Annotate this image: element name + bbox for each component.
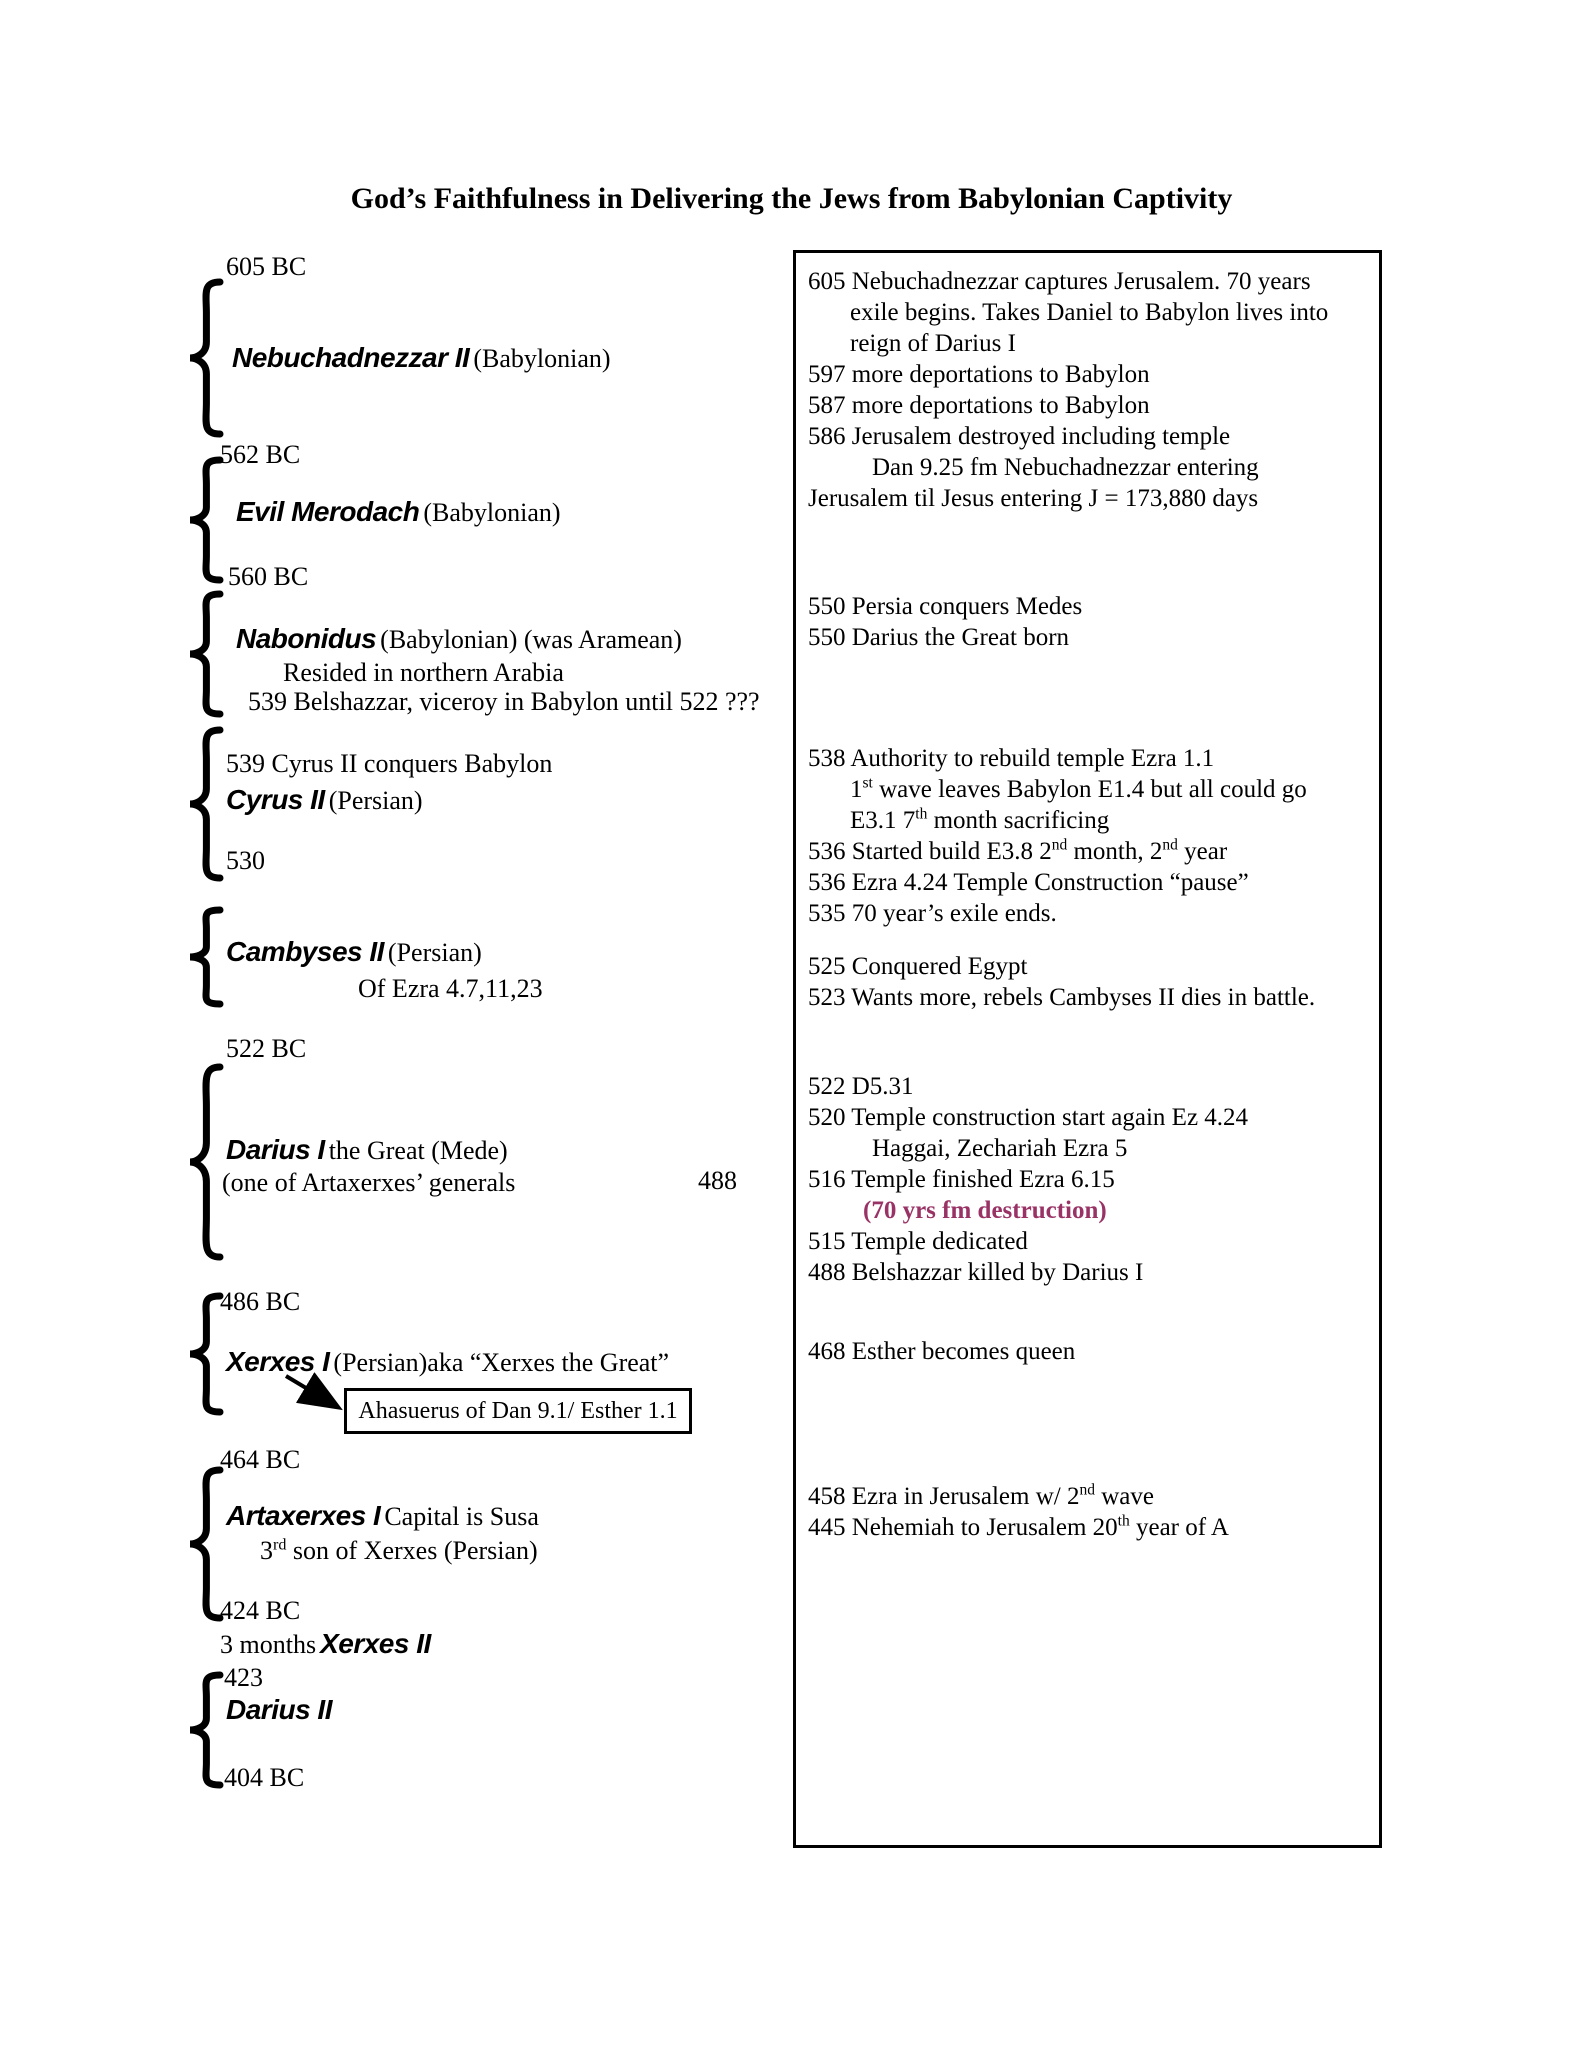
event-line: exile begins. Takes Daniel to Babylon lives into [850,299,1329,326]
event-line: 515 Temple dedicated [808,1228,1028,1255]
ruler-qualifier: (Babylonian) (was Aramean) [380,625,682,654]
ruler-entry-nabonidus [236,623,682,655]
side-note-488: 488 [698,1166,737,1195]
date-label-522bc: 522 BC [226,1034,307,1063]
event-block-538 [808,743,1307,929]
brace-xerxes-1 [186,1292,228,1416]
ruler-name: Darius II [226,1694,332,1725]
ruler-note: Of Ezra 4.7,11,23 [358,974,543,1003]
event-block-550 [808,591,1082,653]
event-line: 1st wave leaves Babylon E1.4 but all could go [850,774,1307,803]
event-line: Haggai, Zechariah Ezra 5 [872,1135,1128,1162]
event-line: 550 Persia conquers Medes [808,593,1083,620]
brace-nebuchadnezzar [186,278,228,438]
event-line: 488 Belshazzar killed by Darius I [808,1259,1144,1286]
event-line: (70 yrs fm destruction) [863,1197,1107,1224]
event-line: 536 Ezra 4.24 Temple Construction “pause” [808,869,1249,896]
ruler-qualifier: (Persian) [328,786,423,815]
ruler-name: Xerxes II [320,1628,431,1659]
ruler-note: (one of Artaxerxes’ generals [222,1168,516,1197]
event-line: E3.1 7th month sacrificing [850,805,1110,834]
event-line: 522 D5.31 [808,1073,914,1100]
event-line: 538 Authority to rebuild temple Ezra 1.1 [808,745,1215,772]
ruler-entry-darius-1 [226,1134,508,1166]
brace-evil-merodach [186,456,228,584]
brace-nabonidus [186,590,228,718]
event-line: 458 Ezra in Jerusalem w/ 2nd wave [808,1481,1154,1510]
event-line: Jerusalem til Jesus entering J = 173,880 days [808,485,1259,512]
ruler-note: 539 Cyrus II conquers Babylon [226,749,553,778]
page-title: God’s Faithfulness in Delivering the Jews from Babylonian Captivity [350,182,1233,215]
date-label-424bc: 424 BC [220,1596,301,1625]
date-label-464bc: 464 BC [220,1445,301,1474]
ruler-entry-cyrus [226,784,423,816]
date-label-605bc: 605 BC [226,252,307,281]
event-block-468 [808,1336,1075,1367]
ruler-note: 3rd son of Xerxes (Persian) [260,1536,538,1565]
event-line: reign of Darius I [850,330,1016,357]
event-block-525 [808,951,1315,1013]
brace-cambyses [186,906,228,1008]
ruler-qualifier: (Persian)aka “Xerxes the Great” [333,1348,670,1377]
ruler-qualifier: Capital is Susa [384,1502,539,1531]
date-label-560bc: 560 BC [228,562,309,591]
date-label-562bc: 562 BC [220,440,301,469]
ruler-note: 539 Belshazzar, viceroy in Babylon until 522 ??? [248,687,760,716]
brace-cyrus [186,726,228,882]
ruler-entry-nebuchadnezzar [232,342,611,374]
ruler-name: Evil Merodach [236,496,420,527]
event-block-522 [808,1071,1248,1288]
event-line: 445 Nehemiah to Jerusalem 20th year of A [808,1512,1229,1541]
date-label-404bc: 404 BC [224,1763,305,1792]
event-line: 586 Jerusalem destroyed including temple [808,423,1231,450]
ruler-qualifier: (Babylonian) [473,344,611,373]
ruler-note: Resided in northern Arabia [283,658,564,687]
ruler-name: Nebuchadnezzar II [232,342,470,373]
ruler-name: Cyrus II [226,784,325,815]
ruler-qualifier: the Great (Mede) [328,1136,508,1165]
event-line: 605 Nebuchadnezzar captures Jerusalem. 70 years [808,268,1311,295]
event-line: 536 Started build E3.8 2nd month, 2nd year [808,836,1228,865]
event-line: 525 Conquered Egypt [808,953,1028,980]
ruler-entry-artaxerxes-1 [226,1500,539,1532]
ruler-entry-cambyses [226,936,482,968]
event-block-458 [808,1481,1229,1543]
ruler-name: Artaxerxes I [226,1500,381,1531]
event-line: 523 Wants more, rebels Cambyses II dies in battle. [808,984,1316,1011]
event-line: 587 more deportations to Babylon [808,392,1150,419]
event-line: 550 Darius the Great born [808,624,1070,651]
brace-darius-1 [186,1063,228,1261]
date-label-486bc: 486 BC [220,1287,301,1316]
ruler-name: Nabonidus [236,623,377,654]
ruler-entry-evil-merodach [236,496,561,528]
ruler-entry-xerxes-2 [220,1628,431,1660]
ruler-qualifier: (Persian) [387,938,482,967]
event-line: 535 70 year’s exile ends. [808,900,1057,927]
event-line: Dan 9.25 fm Nebuchadnezzar entering [872,454,1259,481]
event-line: 520 Temple construction start again Ez 4.24 [808,1104,1249,1131]
ruler-name: Darius I [226,1134,325,1165]
event-line: 516 Temple finished Ezra 6.15 [808,1166,1115,1193]
event-line: 597 more deportations to Babylon [808,361,1150,388]
ruler-name: Xerxes I [226,1346,330,1377]
ruler-entry-darius-2 [226,1694,332,1726]
ruler-note: 3 months [220,1630,317,1659]
event-block-605 [808,266,1328,514]
ahasuerus-callout: Ahasuerus of Dan 9.1/ Esther 1.1 [344,1388,692,1434]
events-box [793,250,1382,1848]
brace-darius-2 [186,1671,228,1789]
ruler-qualifier: (Babylonian) [423,498,561,527]
ruler-name: Cambyses II [226,936,384,967]
date-label-423: 423 [224,1663,263,1692]
event-line: 468 Esther becomes queen [808,1338,1076,1365]
date-label-530: 530 [226,846,265,875]
